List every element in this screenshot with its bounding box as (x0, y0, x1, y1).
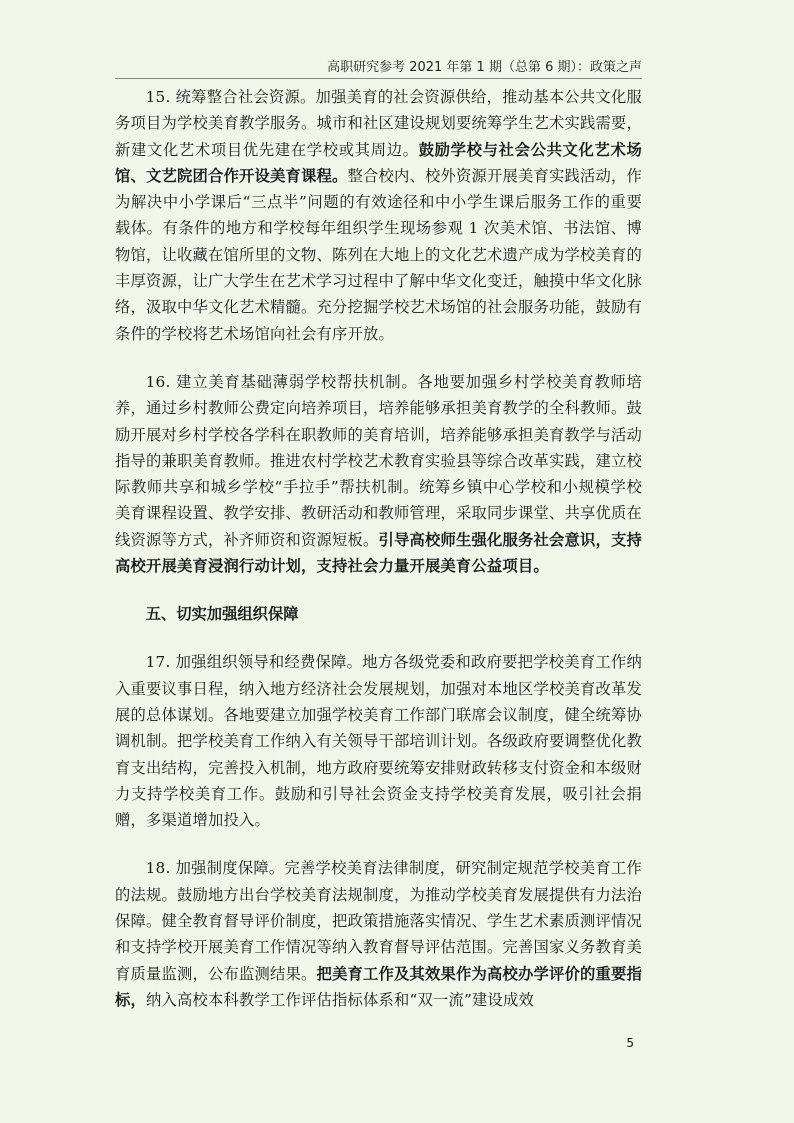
paragraph-p15 (115, 84, 642, 347)
emphasis-text: 把美育工作及其效果作为高校办学评价的重要指标， (115, 964, 642, 1009)
body-text: 15. 统筹整合社会资源。加强美育的社会资源供给，推动基本公共文化服务项目为学校美育教学服务。城市和社区建设规划要统筹学生艺术实践需要，新建文化艺术项目优先建在学校或其周边。 (115, 88, 642, 159)
emphasis-text: 引导高校师生强化服务社会意识，支持高校开展美育浸润行动计划，支持社会力量开展美育公益项目。 (115, 530, 642, 576)
paragraph-p17 (115, 649, 642, 833)
running-head-title: 高职研究参考 2021 年第 1 期（总第 6 期）：政策之声 (327, 60, 642, 75)
page-number: 5 (626, 1036, 634, 1050)
body-text: 16. 建立美育基础薄弱学校帮扶机制。各地要加强乡村学校美育教师培养，通过乡村教师公费定向培养项目，培养能够承担美育教学的全科教师。鼓励开展对乡村学校各学科在职教师的美育培训，培养能够承担美育教学与活动指导的兼职美育教师。推进农村学校艺术教育实验县等综合改革实践，建立校际教师共享和城乡学校“手拉手”帮扶机制。统筹乡镇中心学校和小规模学校美育课程设置、教学安排、教研活动和教师管理，采取同步课堂、共享优质在线资源等方式，补齐师资和资源短板。 (115, 372, 642, 549)
paragraph-p18 (115, 855, 642, 1013)
section-heading: 五、切实加强组织保障 (145, 605, 299, 624)
body-text: 18. 加强制度保障。完善学校美育法律制度，研究制定规范学校美育工作的法规。鼓励地方出台学校美育法规制度，为推动学校美育发展提供有力法治保障。健全教育督导评价制度，把政策措施落实情况、学生艺术素质测评情况和支持学校开展美育工作情况等纳入教育督导评估范围。完善国家义务教育美育质量监测，公布监测结果。 (115, 859, 642, 983)
body-text: 纳入高校本科教学工作评估指标体系和“双一流”建设成效 (146, 990, 534, 1009)
body-text: 整合校内、校外资源开展美育实践活动，作为解决中小学课后“三点半”问题的有效途径和中小学生课后服务工作的重要载体。有条件的地方和学校每年组织学生现场参观 1 次美术馆、书法馆、博物馆，让收藏在馆所里的文物、陈列在大地上的文化艺术遗产成为学校美育的丰厚资源，让广大学生在艺术学习过程中了解中华文化变迁，触摸中华文化脉络，汲取中华文化艺术精髓。充分挖掘学校艺术场馆的社会服务功能，鼓励有条件的学校将艺术场馆向社会有序开放。 (115, 166, 642, 343)
emphasis-text: 鼓励学校与社会公共文化艺术场馆、文艺院团合作开设美育课程。 (115, 140, 642, 185)
document-body (115, 84, 642, 1035)
body-text: 17. 加强组织领导和经费保障。地方各级党委和政府要把学校美育工作纳入重要议事日程，纳入地方经济社会发展规划，加强对本地区学校美育改革发展的总体谋划。各地要建立加强学校美育工作部门联席会议制度，健全统筹协调机制。把学校美育工作纳入有关领导干部培训计划。各级政府要调整优化教育支出结构，完善投入机制，地方政府要统筹安排财政转移支付资金和本级财力支持学校美育工作。鼓励和引导社会资金支持学校美育发展，吸引社会捐赠，多渠道增加投入。 (115, 653, 642, 830)
header-rule (115, 78, 642, 79)
paragraph-p16 (115, 369, 642, 579)
